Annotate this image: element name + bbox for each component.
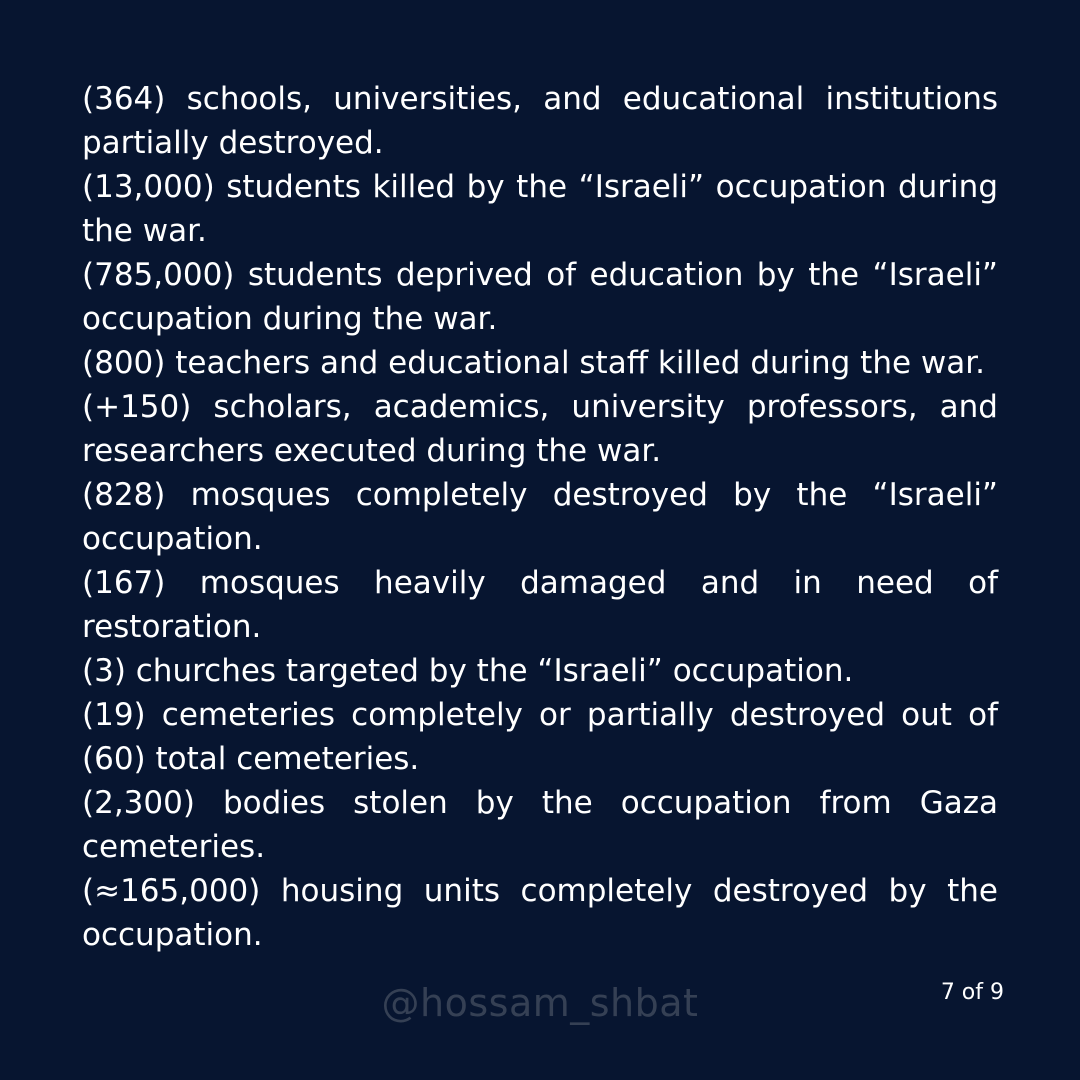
fact-item: (3) churches targeted by the “Israeli” occupation. (82, 653, 854, 689)
facts-list (82, 77, 998, 957)
fact-item: (19) cemeteries completely or partially destroyed out of (60) total cemeteries. (82, 697, 998, 777)
fact-item: (167) mosques heavily damaged and in need of restoration. (82, 565, 998, 645)
fact-item: (800) teachers and educational staff killed during the war. (82, 345, 986, 381)
page-indicator: 7 of 9 (940, 980, 1004, 1005)
fact-item: (364) schools, universities, and educational institutions partially destroyed. (82, 81, 998, 161)
fact-item: (785,000) students deprived of education by the “Israeli” occupation during the war. (82, 257, 998, 337)
watermark: @hossam_shbat (381, 981, 699, 1025)
fact-item: (+150) scholars, academics, university professors, and researchers executed during the war. (82, 389, 998, 469)
fact-item: (≈165,000) housing units completely destroyed by the occupation. (82, 873, 998, 953)
fact-item: (2,300) bodies stolen by the occupation from Gaza cemeteries. (82, 785, 998, 865)
fact-item: (828) mosques completely destroyed by the “Israeli” occupation. (82, 477, 998, 557)
fact-item: (13,000) students killed by the “Israeli” occupation during the war. (82, 169, 998, 249)
